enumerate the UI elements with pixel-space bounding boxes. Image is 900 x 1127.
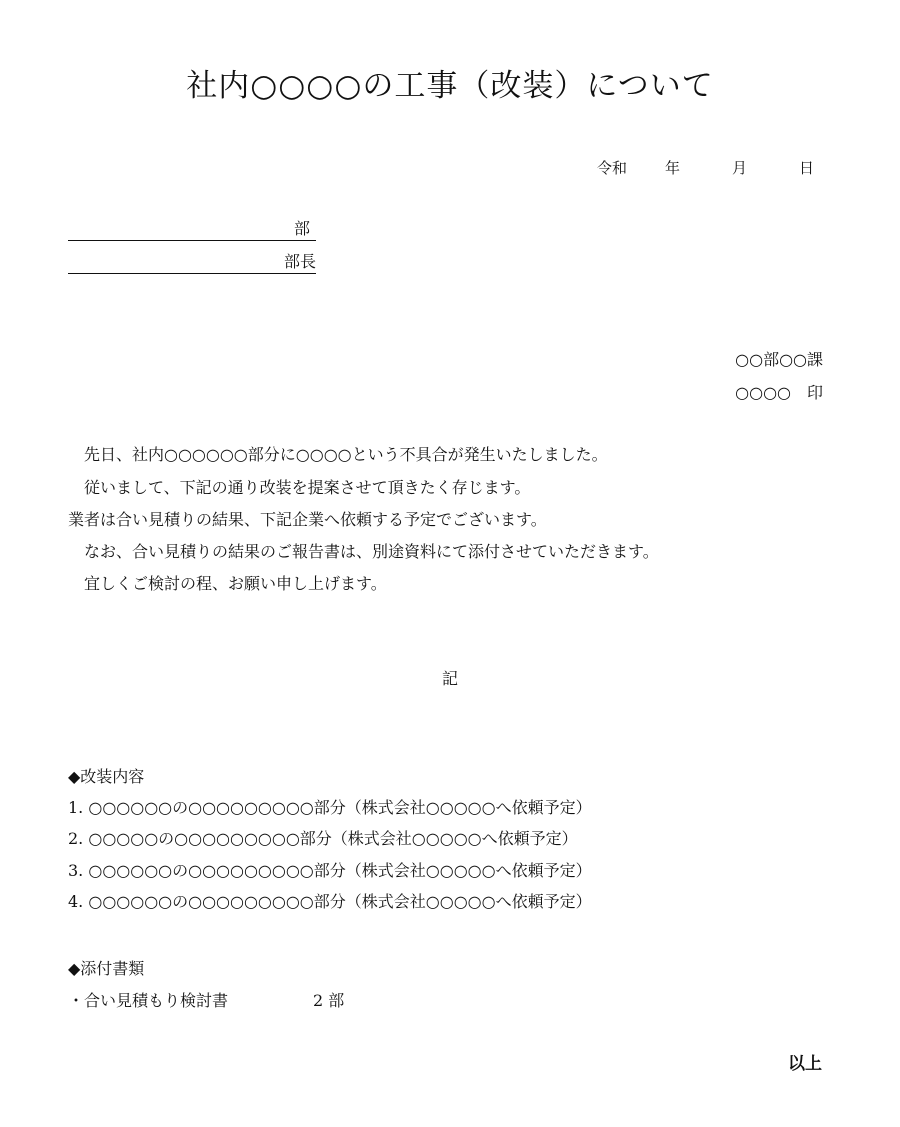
renovation-item: 1. ○○○○○○の○○○○○○○○○部分（株式会社○○○○○へ依頼予定） (68, 798, 592, 817)
date-month: 月 (732, 159, 748, 177)
body-line: 先日、社内○○○○○○部分に○○○○という不具合が発生いたしました。 (68, 445, 608, 464)
document-title: 社内○○○○の工事（改装）について (186, 68, 714, 104)
renovation-item: 4. ○○○○○○の○○○○○○○○○部分（株式会社○○○○○へ依頼予定） (68, 892, 592, 911)
attachment-item-label: ・合い見積もり検討書 (68, 991, 229, 1010)
closing-ijou: 以上 (788, 1054, 822, 1074)
attachments-heading: ◆添付書類 (68, 959, 145, 978)
recipient-head-line (68, 251, 316, 274)
body-line: 従いまして、下記の通り改装を提案させて頂きたく存じます。 (68, 478, 531, 497)
body-line: なお、合い見積りの結果のご報告書は、別途資料にて添付させていただきます。 (68, 542, 659, 561)
date-year: 年 (665, 159, 681, 177)
recipient-department-suffix: 部 (293, 219, 310, 238)
recipient-department-line (68, 218, 316, 241)
date-era: 令和 (597, 159, 628, 177)
sender-department: ○○部○○課 (735, 350, 823, 369)
ki-marker: 記 (441, 669, 458, 688)
body-line: 宜しくご検討の程、お願い申し上げます。 (68, 574, 387, 593)
sender-name-seal: ○○○○ 印 (735, 383, 823, 402)
recipient-head-suffix: 部長 (283, 252, 316, 271)
renovation-item: 2. ○○○○○の○○○○○○○○○部分（株式会社○○○○○へ依頼予定） (68, 829, 578, 848)
renovation-heading: ◆改装内容 (68, 767, 145, 786)
body-line: 業者は合い見積りの結果、下記企業へ依頼する予定でございます。 (68, 510, 547, 529)
attachment-item-count: 2 部 (313, 991, 345, 1010)
date-line (597, 157, 814, 178)
date-day: 日 (799, 159, 815, 177)
renovation-item: 3. ○○○○○○の○○○○○○○○○部分（株式会社○○○○○へ依頼予定） (68, 861, 592, 880)
